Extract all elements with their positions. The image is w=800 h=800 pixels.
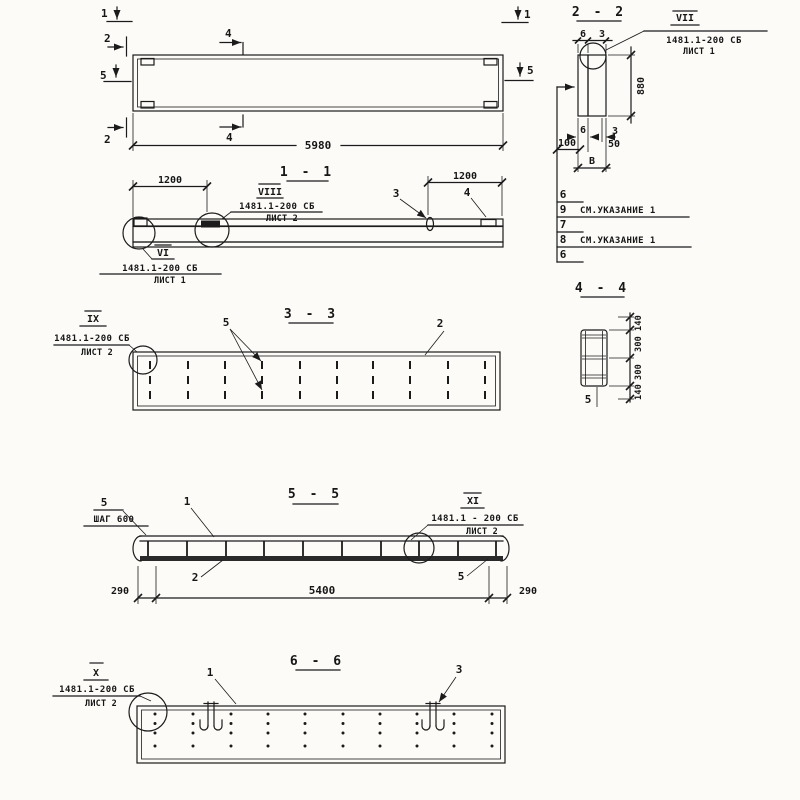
item-number: 9 <box>559 203 567 216</box>
label-step-600 <box>84 496 148 535</box>
dim-label: В <box>588 156 596 167</box>
insulation-hatch <box>133 227 503 243</box>
callout-3 <box>439 663 462 702</box>
dim-label: 880 <box>636 76 647 96</box>
dim-chain <box>609 313 644 403</box>
callout-1 <box>207 666 236 704</box>
ref-label-viii <box>222 184 322 224</box>
dim-label: 1200 <box>452 171 478 182</box>
dim-label: 1200 <box>157 175 183 186</box>
dim-5980 <box>129 113 507 152</box>
section-title: 5 - 5 <box>287 487 343 502</box>
dim-label: 6 <box>579 29 587 40</box>
callout-label: 3 <box>392 187 400 200</box>
dim-label: 3 <box>598 29 606 40</box>
dim-label: 5400 <box>308 584 336 597</box>
section-mark-label: 5 <box>527 64 534 77</box>
callout-label: 1 <box>206 666 214 679</box>
right-embed-plate <box>481 220 496 227</box>
item-number: 7 <box>559 218 567 231</box>
section-5-5 <box>84 487 537 604</box>
ref-label-x <box>53 663 151 709</box>
callout-label: 2 <box>191 571 199 584</box>
section-mark-label: 4 <box>226 131 233 144</box>
slab-section <box>133 218 503 248</box>
callout-2 <box>192 560 223 584</box>
section-mark-label: 1 <box>524 8 531 21</box>
callout-row-1 <box>557 188 583 202</box>
callout-5 <box>223 316 262 390</box>
dim-label: 290 <box>518 586 538 597</box>
ref-sheet: ЛИСТ 2 <box>85 699 117 709</box>
section-1-1 <box>100 165 506 286</box>
callout-4 <box>464 186 486 217</box>
dims-bottom <box>553 118 620 172</box>
section-title: 4 - 4 <box>574 281 630 296</box>
dim-label: 140 <box>634 384 644 400</box>
ref-sheet: ЛИСТ 2 <box>266 214 298 224</box>
ref-sheet: ЛИСТ 2 <box>466 527 498 537</box>
dim-label: 100 <box>557 138 577 149</box>
dim-label: 50 <box>608 139 621 150</box>
section-mark-2-bottom-left <box>104 118 127 146</box>
item-number: 8 <box>559 233 567 246</box>
section-title: 6 - 6 <box>289 654 345 669</box>
ref-roman: VII <box>675 13 695 24</box>
reinforcement-cage <box>581 330 607 386</box>
panel-inner-outline <box>138 59 499 107</box>
dim-height-880 <box>608 47 647 123</box>
section-mark-label: 4 <box>225 27 232 40</box>
callout-label: 3 <box>455 663 463 676</box>
callout-5-right <box>458 559 488 583</box>
section-6-6 <box>53 654 505 763</box>
ref-doc: 1481.1-200 СБ <box>59 685 135 695</box>
dim-label: 3 <box>612 126 619 137</box>
callout-2 <box>425 317 444 355</box>
step-note: ШАГ 600 <box>93 515 135 525</box>
callout-row-3 <box>557 218 583 232</box>
item-note: СМ.УКАЗАНИЕ 1 <box>580 206 656 216</box>
section-mark-label: 2 <box>104 32 111 45</box>
section-mark-1-right <box>502 7 531 23</box>
callout-row-4 <box>557 233 691 247</box>
section-mark-label: 2 <box>104 133 111 146</box>
section-mark-5-left <box>100 65 131 82</box>
plan-view <box>100 7 534 152</box>
ref-sheet: ЛИСТ 1 <box>154 276 186 286</box>
section-mark-1-left <box>101 7 132 22</box>
section-mark-5-right <box>505 63 534 81</box>
truss-posts <box>148 541 496 556</box>
callout-label: 2 <box>436 317 444 330</box>
ref-label-vi <box>100 245 221 286</box>
callout-row-2 <box>557 203 689 217</box>
bottom-chord <box>140 556 503 561</box>
callout-1 <box>184 495 214 537</box>
section-4-4 <box>575 281 644 407</box>
section-3-3 <box>54 307 500 410</box>
callout-label: 1 <box>183 495 191 508</box>
callout-row-5 <box>557 248 583 262</box>
ref-roman: X <box>92 668 100 679</box>
ref-doc: 1481.1-200 СБ <box>239 202 315 212</box>
panel-outline <box>133 55 503 111</box>
item-note: СМ.УКАЗАНИЕ 1 <box>580 236 656 246</box>
callout-label: 5 <box>457 570 465 583</box>
dim-label: 6 <box>579 125 587 136</box>
dim-label: 300 <box>634 364 644 380</box>
callout-list <box>557 87 691 262</box>
section-title: 1 - 1 <box>279 165 335 180</box>
item-number: 6 <box>559 188 567 201</box>
rebar-dashes <box>150 361 485 399</box>
dim-1200-left <box>129 175 211 217</box>
callout-3 <box>393 187 426 218</box>
panel-inner-outline <box>142 710 501 759</box>
ref-roman: IX <box>86 314 100 325</box>
ref-label-vii <box>606 11 767 57</box>
dim-total-length: 5980 <box>304 139 332 152</box>
truss-beam <box>133 536 509 561</box>
panel-inner-outline <box>138 356 496 406</box>
dims-bottom <box>111 566 537 604</box>
section-mark-label: 5 <box>100 69 107 82</box>
ref-doc: 1481.1-200 СБ <box>666 36 742 46</box>
ref-doc: 1481.1-200 СБ <box>122 264 198 274</box>
section-2-2 <box>553 5 767 172</box>
section-mark-label: 1 <box>101 7 108 20</box>
callout-label: 5 <box>222 316 230 329</box>
ref-sheet: ЛИСТ 2 <box>81 348 113 358</box>
detail-circle-vii <box>580 43 606 69</box>
ref-roman: VIII <box>257 187 283 198</box>
ref-sheet: ЛИСТ 1 <box>683 47 715 57</box>
embed-item <box>201 221 220 228</box>
item-number: 6 <box>559 248 567 261</box>
ref-doc: 1481.1 - 200 СБ <box>431 514 519 524</box>
callout-label: 5 <box>100 496 108 509</box>
dim-label: 140 <box>634 315 644 331</box>
dim-label: 290 <box>110 586 130 597</box>
ref-label-xi <box>411 493 523 540</box>
dims-top <box>573 29 612 53</box>
ref-roman: XI <box>466 496 480 507</box>
callout-5 <box>585 387 597 407</box>
section-mark-4-bottom <box>220 115 243 144</box>
ref-roman: VI <box>156 248 170 259</box>
detail-circle-vi <box>123 217 155 249</box>
detail-circle-x <box>129 693 167 731</box>
callout-label: 5 <box>584 393 592 406</box>
dim-label: 300 <box>634 336 644 352</box>
section-mark-4-top <box>220 27 243 54</box>
ref-label-ix <box>54 311 137 358</box>
section-title: 3 - 3 <box>283 307 339 322</box>
callout-label: 4 <box>463 186 471 199</box>
corner-anchor-plates <box>141 59 497 109</box>
section-title: 2 - 2 <box>571 5 627 20</box>
section-mark-2-top-left <box>104 32 127 56</box>
ref-doc: 1481.1-200 СБ <box>54 334 130 344</box>
